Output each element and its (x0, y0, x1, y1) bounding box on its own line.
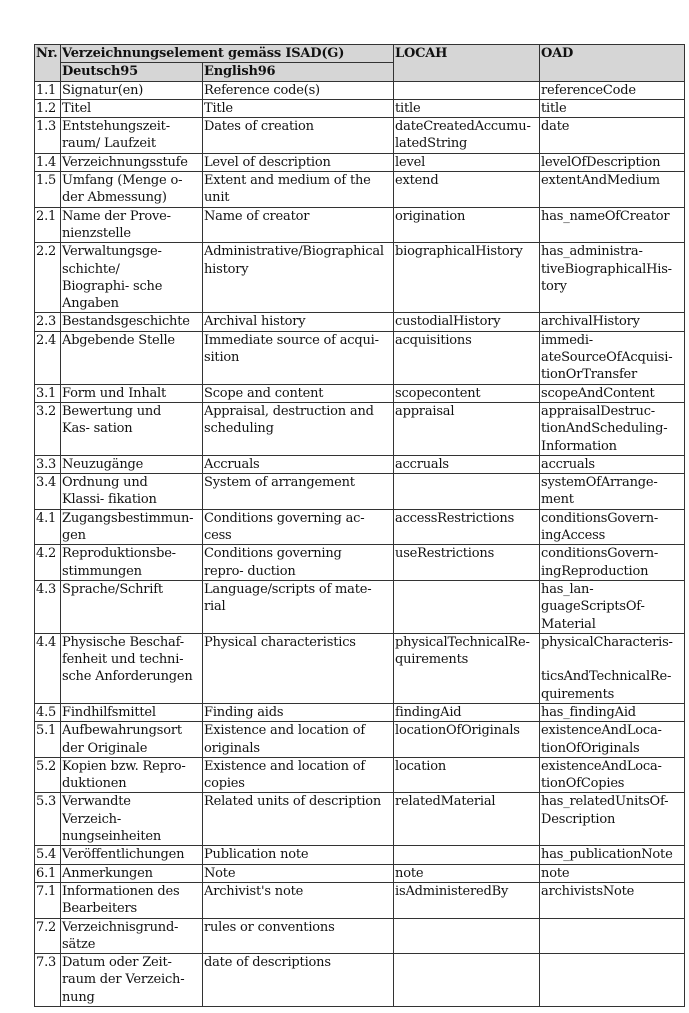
cell-deutsch: Bewertung und Kas- sation (61, 402, 203, 455)
table-row (35, 633, 685, 703)
table-row (35, 118, 685, 154)
cell-locah: useRestrictions (394, 545, 540, 581)
table-row (35, 313, 685, 331)
cell-nr: 5.2 (35, 757, 61, 793)
cell-oad: systemOfArrange- ment (540, 474, 685, 510)
cell-english: Existence and location of copies (203, 757, 394, 793)
cell-nr: 1.1 (35, 81, 61, 99)
cell-nr: 1.2 (35, 99, 61, 117)
cell-english: Finding aids (203, 703, 394, 721)
cell-nr: 7.1 (35, 882, 61, 918)
cell-deutsch: Sprache/Schrift (61, 580, 203, 633)
cell-deutsch: Titel (61, 99, 203, 117)
header-element: Verzeichnungselement gemäss ISAD(G) (61, 45, 394, 63)
cell-oad: date (540, 118, 685, 154)
cell-oad: has_administra- tiveBiographicalHis- tory (540, 243, 685, 313)
cell-oad: existenceAndLoca- tionOfCopies (540, 757, 685, 793)
cell-locah: locationOfOriginals (394, 722, 540, 758)
table-body (35, 81, 685, 1006)
cell-deutsch: Signatur(en) (61, 81, 203, 99)
table-row (35, 545, 685, 581)
cell-nr: 3.3 (35, 455, 61, 473)
cell-oad: levelOfDescription (540, 153, 685, 171)
cell-deutsch: Veröffentlichungen (61, 846, 203, 864)
cell-oad: conditionsGovern- ingReproduction (540, 545, 685, 581)
cell-english: Appraisal, destruction and scheduling (203, 402, 394, 455)
table-row (35, 580, 685, 633)
cell-deutsch: Datum oder Zeit- raum der Verzeich- nung (61, 954, 203, 1007)
cell-nr: 2.3 (35, 313, 61, 331)
cell-locah: note (394, 864, 540, 882)
cell-nr: 7.2 (35, 918, 61, 954)
table-row (35, 474, 685, 510)
cell-deutsch: Findhilfsmittel (61, 703, 203, 721)
cell-english: Publication note (203, 846, 394, 864)
cell-locah: level (394, 153, 540, 171)
cell-locah: relatedMaterial (394, 793, 540, 846)
table-row (35, 703, 685, 721)
cell-locah: appraisal (394, 402, 540, 455)
cell-oad (540, 918, 685, 954)
cell-oad: has_relatedUnitsOf- Description (540, 793, 685, 846)
cell-english: Scope and content (203, 384, 394, 402)
cell-nr: 1.5 (35, 172, 61, 208)
cell-english: Existence and location of originals (203, 722, 394, 758)
cell-deutsch: Verzeichnungsstufe (61, 153, 203, 171)
cell-locah: findingAid (394, 703, 540, 721)
table-row (35, 757, 685, 793)
cell-nr: 5.3 (35, 793, 61, 846)
cell-nr: 3.1 (35, 384, 61, 402)
cell-locah: extend (394, 172, 540, 208)
cell-locah: scopecontent (394, 384, 540, 402)
cell-oad: has_lan- guageScriptsOf- Material (540, 580, 685, 633)
table-row (35, 882, 685, 918)
cell-english: Administrative/Biographical history (203, 243, 394, 313)
cell-locah: accruals (394, 455, 540, 473)
cell-locah: acquisitions (394, 331, 540, 384)
cell-deutsch: Umfang (Menge o- der Abmessung) (61, 172, 203, 208)
header-row (35, 45, 685, 63)
cell-nr: 2.4 (35, 331, 61, 384)
table-row (35, 207, 685, 243)
cell-locah: location (394, 757, 540, 793)
cell-nr: 5.4 (35, 846, 61, 864)
cell-english: rules or conventions (203, 918, 394, 954)
cell-deutsch: Informationen des Bearbeiters (61, 882, 203, 918)
cell-oad: archivistsNote (540, 882, 685, 918)
cell-deutsch: Kopien bzw. Repro- duktionen (61, 757, 203, 793)
cell-english: Note (203, 864, 394, 882)
cell-english: Immediate source of acqui- sition (203, 331, 394, 384)
cell-nr: 1.4 (35, 153, 61, 171)
cell-oad: extentAndMedium (540, 172, 685, 208)
cell-oad: note (540, 864, 685, 882)
cell-deutsch: Verzeichnisgrund- sätze (61, 918, 203, 954)
table-row (35, 793, 685, 846)
header-oad: OAD (540, 45, 685, 82)
cell-oad: has_publicationNote (540, 846, 685, 864)
cell-deutsch: Aufbewahrungsort der Originale (61, 722, 203, 758)
table-row (35, 954, 685, 1007)
cell-oad: conditionsGovern- ingAccess (540, 509, 685, 545)
table-row (35, 722, 685, 758)
cell-english: Dates of creation (203, 118, 394, 154)
table-row (35, 172, 685, 208)
cell-locah: physicalTechnicalRe- quirements (394, 633, 540, 703)
cell-nr: 5.1 (35, 722, 61, 758)
cell-locah (394, 474, 540, 510)
cell-deutsch: Verwaltungsge- schichte/ Biographi- sche Angaben (61, 243, 203, 313)
cell-nr: 7.3 (35, 954, 61, 1007)
cell-nr: 4.5 (35, 703, 61, 721)
cell-english: date of descriptions (203, 954, 394, 1007)
cell-deutsch: Entstehungszeit- raum/ Laufzeit (61, 118, 203, 154)
cell-english: Physical characteristics (203, 633, 394, 703)
cell-oad: archivalHistory (540, 313, 685, 331)
cell-deutsch: Name der Prove- nienzstelle (61, 207, 203, 243)
cell-english: Archival history (203, 313, 394, 331)
cell-english: Conditions governing ac- cess (203, 509, 394, 545)
cell-nr: 3.2 (35, 402, 61, 455)
cell-locah: origination (394, 207, 540, 243)
cell-nr: 6.1 (35, 864, 61, 882)
table-row (35, 509, 685, 545)
cell-deutsch: Verwandte Verzeich- nungseinheiten (61, 793, 203, 846)
cell-oad: immedi- ateSourceOfAcquisi- tionOrTransfer (540, 331, 685, 384)
table-row (35, 918, 685, 954)
cell-nr: 3.4 (35, 474, 61, 510)
cell-locah (394, 846, 540, 864)
header-deutsch: Deutsch95 (61, 63, 203, 81)
cell-nr: 4.3 (35, 580, 61, 633)
cell-english: Extent and medium of the unit (203, 172, 394, 208)
cell-deutsch: Bestandsgeschichte (61, 313, 203, 331)
cell-deutsch: Reproduktionsbe- stimmungen (61, 545, 203, 581)
cell-english: Reference code(s) (203, 81, 394, 99)
table-row (35, 455, 685, 473)
cell-nr: 4.1 (35, 509, 61, 545)
cell-oad: appraisalDestruc- tionAndScheduling- Information (540, 402, 685, 455)
cell-oad: title (540, 99, 685, 117)
table-row (35, 153, 685, 171)
cell-oad: scopeAndContent (540, 384, 685, 402)
cell-locah: accessRestrictions (394, 509, 540, 545)
cell-english: Name of creator (203, 207, 394, 243)
table-row (35, 384, 685, 402)
cell-deutsch: Zugangsbestimmun- gen (61, 509, 203, 545)
cell-locah: custodialHistory (394, 313, 540, 331)
header-locah: LOCAH (394, 45, 540, 82)
table-row (35, 331, 685, 384)
cell-english: Language/scripts of mate- rial (203, 580, 394, 633)
cell-deutsch: Physische Beschaf- fenheit und techni- sche Anforderungen (61, 633, 203, 703)
cell-locah: title (394, 99, 540, 117)
cell-deutsch: Form und Inhalt (61, 384, 203, 402)
cell-deutsch: Neuzugänge (61, 455, 203, 473)
cell-nr: 1.3 (35, 118, 61, 154)
header-nr: Nr. (35, 45, 61, 82)
cell-english: Title (203, 99, 394, 117)
cell-english: System of arrangement (203, 474, 394, 510)
table-row (35, 864, 685, 882)
cell-english: Related units of description (203, 793, 394, 846)
table-row (35, 81, 685, 99)
cell-english: Conditions governing repro- duction (203, 545, 394, 581)
cell-deutsch: Ordnung und Klassi- fikation (61, 474, 203, 510)
cell-english: Accruals (203, 455, 394, 473)
cell-nr: 4.2 (35, 545, 61, 581)
isad-mapping-table (34, 44, 685, 1007)
table-row (35, 846, 685, 864)
cell-locah (394, 918, 540, 954)
cell-locah: dateCreatedAccumu- latedString (394, 118, 540, 154)
cell-deutsch: Anmerkungen (61, 864, 203, 882)
cell-locah: isAdministeredBy (394, 882, 540, 918)
cell-oad: accruals (540, 455, 685, 473)
cell-locah (394, 954, 540, 1007)
cell-deutsch: Abgebende Stelle (61, 331, 203, 384)
table-row (35, 402, 685, 455)
cell-oad: existenceAndLoca- tionOfOriginals (540, 722, 685, 758)
cell-nr: 2.2 (35, 243, 61, 313)
cell-english: Level of description (203, 153, 394, 171)
cell-oad (540, 954, 685, 1007)
cell-english: Archivist's note (203, 882, 394, 918)
cell-oad: referenceCode (540, 81, 685, 99)
cell-nr: 4.4 (35, 633, 61, 703)
table-row (35, 99, 685, 117)
cell-locah (394, 580, 540, 633)
table-row (35, 243, 685, 313)
cell-oad: has_nameOfCreator (540, 207, 685, 243)
header-english: English96 (203, 63, 394, 81)
cell-oad: physicalCharacteris- ticsAndTechnicalRe- quirements (540, 633, 685, 703)
cell-locah: biographicalHistory (394, 243, 540, 313)
cell-nr: 2.1 (35, 207, 61, 243)
cell-locah (394, 81, 540, 99)
cell-oad: has_findingAid (540, 703, 685, 721)
